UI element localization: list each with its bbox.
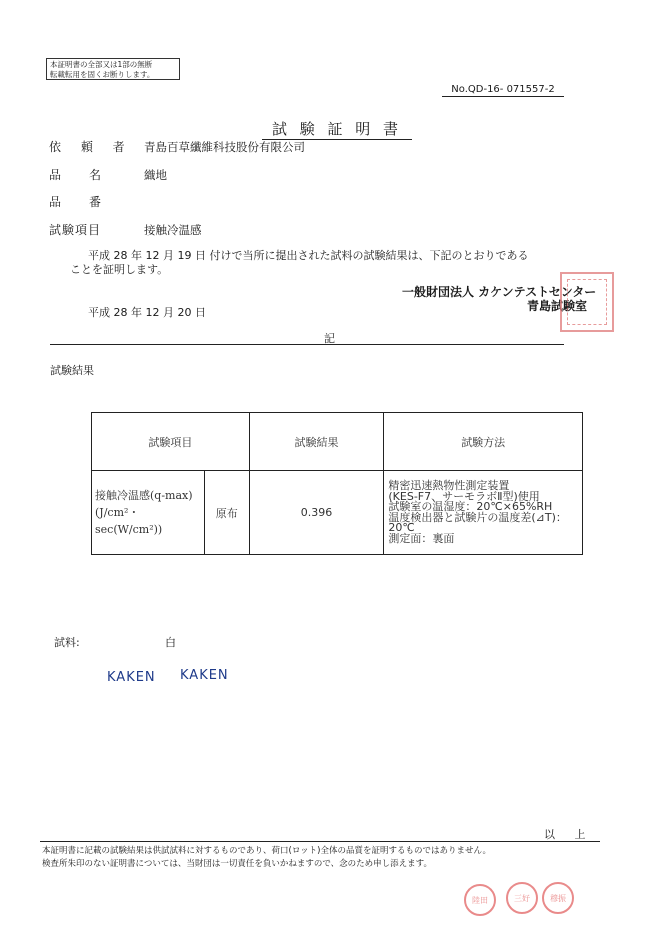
certificate-number: No.QD-16- 071557-2	[442, 84, 564, 97]
product-label: 品 名	[49, 168, 110, 182]
header-test-method: 試験方法	[384, 413, 583, 471]
client-label: 依 頼 者	[49, 140, 133, 154]
test-item-label: 試験項目	[49, 223, 102, 237]
test-item-cell	[92, 471, 205, 555]
end-mark: 以 上	[544, 828, 594, 841]
notice-line-2: 転載転用を固くお断りします。	[50, 70, 155, 79]
client-value: 青島百草纖維科技股份有限公司	[144, 140, 305, 154]
method-line: 精密迅速熱物性測定装置	[388, 479, 510, 492]
test-item-line-1: 接触冷温感(q-max)	[95, 489, 193, 502]
sample-tag-1: KAKEN	[107, 670, 156, 685]
inspector-stamp-1: 陸田	[464, 884, 496, 916]
footer-divider	[40, 841, 600, 842]
ki-divider	[50, 344, 564, 345]
results-heading: 試験結果	[50, 364, 94, 377]
statement-line-2: ことを証明します。	[70, 263, 169, 276]
result-value-cell: 0.396	[249, 471, 384, 555]
inspector-stamp-2: 三好	[506, 882, 538, 914]
sample-label: 試料:	[54, 636, 80, 649]
product-value: 織地	[144, 168, 167, 182]
statement-line-1: 平成 28 年 12 月 19 日 付けで当所に提出された試料の試験結果は、下記のとおりである	[88, 249, 529, 262]
sample-color: 白	[165, 636, 176, 649]
header-test-result: 試験結果	[249, 413, 384, 471]
footer-line-2: 検査所朱印のない証明書については、当財団は一切責任を負いかねますので、念のため申し添えます。	[42, 859, 432, 869]
method-line: 温度検出器と試験片の温度差(⊿T)：20℃	[388, 510, 567, 534]
ki-heading: 記	[324, 332, 335, 345]
sample-tag-2: KAKEN	[180, 668, 229, 683]
issue-date: 平成 28 年 12 月 20 日	[88, 306, 206, 319]
method-line: (KES-F7、サーモラボⅡ型)使用	[388, 489, 540, 503]
footer-line-1: 本証明書に記載の試験結果は供試試料に対するものであり、荷口(ロット)全体の品質を証明するものではありません。	[42, 846, 491, 856]
organization-seal	[560, 272, 614, 332]
organization-branch: 青島試験室	[527, 299, 588, 313]
test-method-cell	[384, 471, 583, 555]
product-number-label: 品 番	[49, 195, 110, 209]
header-test-item: 試験項目	[92, 413, 250, 471]
organization-name: 一般財団法人 カケンテストセンター	[402, 285, 597, 299]
notice-line-1: 本証明書の全部又は1部の無断	[50, 60, 153, 69]
sample-type-cell: 原布	[204, 471, 249, 555]
document-title: 試 験 証 明 書	[262, 118, 412, 140]
method-line: 試験室の温湿度：20℃×65%RH	[388, 500, 553, 513]
method-line: 測定面：裏面	[388, 531, 455, 545]
results-table	[91, 412, 583, 555]
test-item-value: 接触冷温感	[144, 223, 202, 237]
inspector-stamp-3: 穆振	[542, 882, 574, 914]
copyright-notice	[46, 58, 180, 80]
test-item-line-2: (J/cm²・sec(W/cm²))	[95, 506, 163, 536]
